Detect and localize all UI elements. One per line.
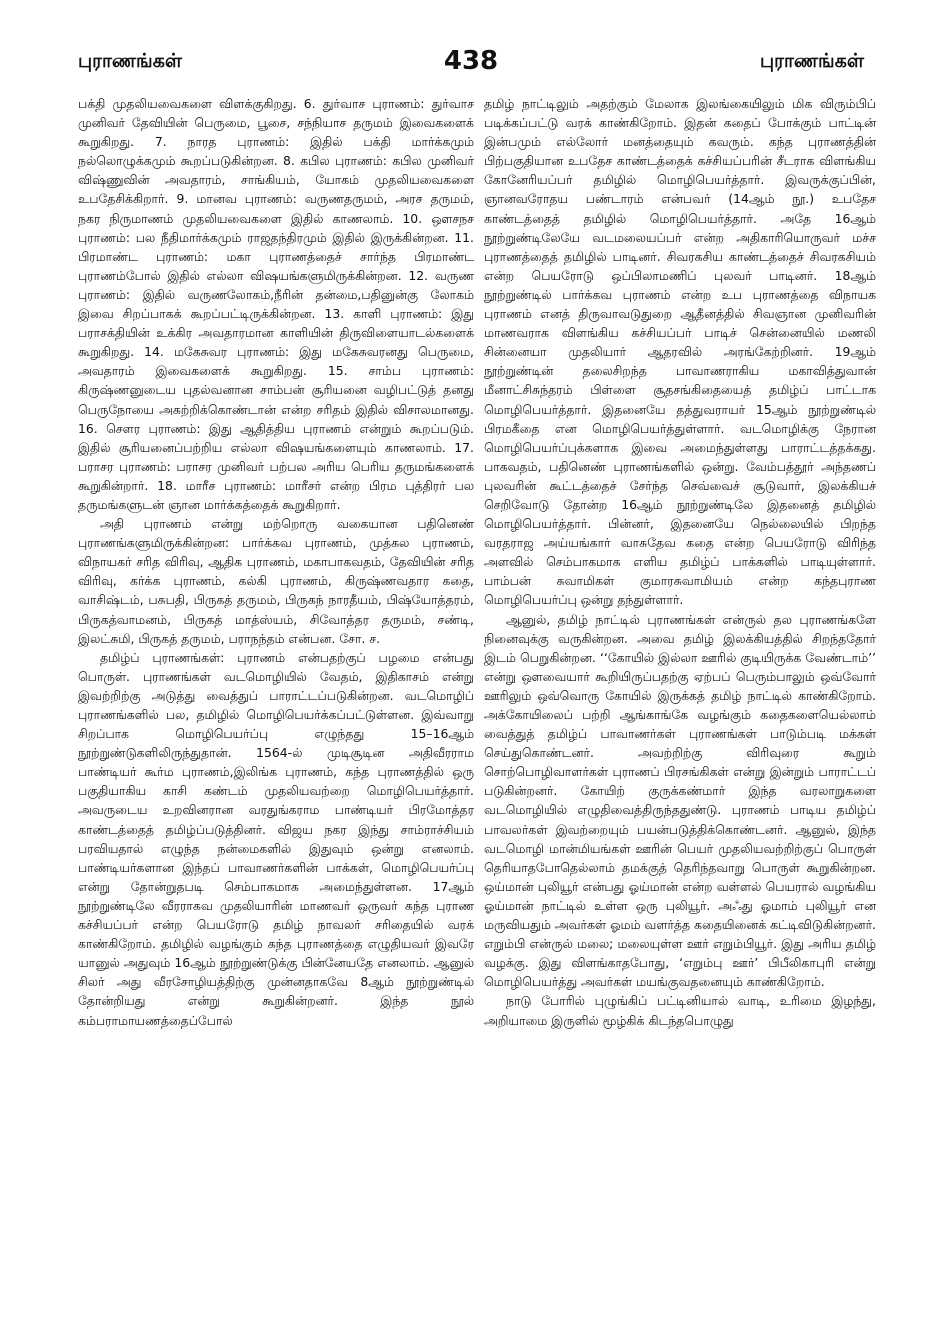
right-paragraph-2: ஆனுல், தமிழ் நாட்டில் புராணங்கள் என்ருல் தல புராணங்களே நினைவுக்கு வருகின்றன. அவை தமிழ் இலக்கியத்தில் சிறந்ததோர் இடம் பெறுகின்றன. ‘‘கோயில் இல்லா ஊரில் குடியிருக்க வேண்டாம்’’ என்று ஔவையார் கூறியிருப்பதற்கு ஏற்பப் பெரும்பாலும் ஒவ்வோர் ஊரிலும் ஒவ்வொரு கோயில் இருக்கத் தமிழ் நாட்டில் காண்கிறோம். அக்கோயிலைப் பற்றி ஆங்காங்கே வழங்கும் கதைகளையெல்லாம் வைத்துத் தமிழ்ப் பாவாணர்கள் புராணங்கள் பாடும்படி மக்கள் செய்துகொண்டனர். அவற்றிற்கு விரிவுரை கூறும் சொற்பொழிவாளர்கள் புராணப் பிரசங்கிகள் என்று இன்றும் பாராட்டப் படுகின்றனர். கோயிற் குருக்கண்மார் இந்த வரலாறுகளை வடமொழியில் எழுதிவைத்திருந்ததுண்டு. புராணம் பாடிய தமிழ்ப் பாவலர்கள் இவற்றையும் பயன்படுத்திக்கொண்டனர். ஆனுல், இந்த வடமொழி மான்மியங்கள் ஊரின் பெயர் முதலியவற்றிற்குப் பொருள் தெரியாதபோதெல்லாம் தமக்குத் தெரிந்தவாறு பொருள் கூறுகின்றன. ஒய்மான் புலியூர் என்பது ஓய்மான் என்ற வள்ளல் பெயரால் வழங்கிய ஓய்மான் நாட்டில் உள்ள ஒரு புலியூர். அஃது ஓமாம் புலியூர் என மருவியதும் அவர்கள் ஓமம் வளர்த்த கதையினைக் கட்டிவிடுகின்றனர். எறும்பி என்ருல் மலை; மலையுள்ள ஊர் எறும்பியூர். இது அரிய தமிழ் வழக்கு. இது விளங்காதபோது, ‘எறும்பு ஊர்’ பிபீலிகாபுரி என்று மொழிபெயர்த்து அவர்கள் மயங்குவதனையும் காண்கிறோம். (484, 611, 876, 990)
right-paragraph-1: தமிழ் நாட்டிலும் அதற்கும் மேலாக இலங்கையிலும் மிக விரும்பிப் படிக்கப்பட்டு வரக் காண்கிறோம். இதன் கதைப் போக்கும் பாட்டின் இன்பமும் எல்லோர் மனத்தையும் கவரும். கந்த புராணத்தின் பிற்பகுதியான உபதேச காண்டத்தைக் கச்சியப்பரின் சீடராக விளங்கிய கோனேரியப்பர் தமிழில் மொழிபெயர்த்தார். இவருக்குப்பின், ஞானவரோதய பண்டாரம் என்பவர் (14ஆம் நூ.) உபதேச காண்டத்தைத் தமிழில் மொழிபெயர்த்தார். அதே 16ஆம் நூற்றுண்டிலேயே வடமலையப்பர் என்ற அதிகாரியொருவர் மச்ச புராணத்தைத் தமிழில் பாடினர். சிவரகசிய காண்டத்தைச் சிவரகசியம் என்ற பெயரோடு ஒப்பிலாமணிப் புலவர் பாடினர். 18ஆம் நூற்றுண்டில் பார்க்கவ புராணம் என்ற உப புராணத்தை விநாயக புராணம் எனத் திருவாவடுதுறை ஆதீனத்தில் சிவஞான முனிவரின் மாணவராக விளங்கிய கச்சியப்பர் பாடிச் சென்னையில் மணலி சின்னையா முதலியார் ஆதரவில் அரங்கேற்றினர். 19ஆம் நூற்றுண்டின் தலைசிறந்த பாவாணராகிய மகாவித்துவான் மீனாட்சிசுந்தரம் பிள்ளை சூதசங்கிதையைத் தமிழ்ப் பாட்டாக மொழிபெயர்த்தார். இதனையே தத்துவராயர் 15ஆம் நூற்றுண்டில் பிரமகீதை என மொழிபெயர்த்துள்ளார். வடமொழிக்கு நேரான மொழிபெயர்ப்புக்களாக இவை அமைந்துள்ளது பாராட்டத்தக்கது. பாகவதம், பதினெண் புராணங்களில் ஒன்று. வேம்பத்தூர் அந்தணப் புலவரின் கூட்டத்தைச் சேர்ந்த செவ்வைச் சூடுவார், இலக்கியச் செறிவோடு தோன்ற 16ஆம் நூற்றுண்டிலே இதனைத் தமிழில் மொழிபெயர்த்தார். பின்னர், இதனையே நெல்லையில் பிறந்த வரதராஜ அய்யங்கார் வாசுதேவ கதை என்ற பெயரோடு விரிந்த அளவில் செம்பாகமாக எளிய தமிழ்ப் பாக்களில் பாடியுள்ளார். பாம்பன் சுவாமிகள் குமாரசுவாமியம் என்ற கந்தபுராண மொழிபெயர்ப்பு ஒன்று தந்துள்ளார். (484, 96, 876, 608)
left-paragraph-1: பக்தி முதலியவைகளை விளக்குகிறது. 6. துர்வாச புராணம்: துர்வாச முனிவர் தேவியின் பெருமை, பூசை, சந்நியாச தருமம் இவைகளைக் கூறுகிறது. 7. நாரத புராணம்: இதில் பக்தி மார்க்கமும் நல்லொழுக்கமும் கூறப்படுகின்றன. 8. கபில புராணம்: கபில முனிவர் விஷ்ணுவின் அவதாரம், சாங்கியம், யோகம் முதலியவைகளை உபதேசிக்கிறார். 9. மானவ புராணம்: வருணதருமம், அரச தருமம், நகர நிருமாணம் முதலியவைகளை இதில் காணலாம். 10. ஔசநச புராணம்: பல நீதிமார்க்கமும் ராஜதந்திரமும் இதில் இருக்கின்றன. 11. பிரமாண்ட புராணம்: மகா புராணத்தைச் சார்ந்த பிரமாண்ட புராணம்போல் இதில் எல்லா விஷயங்களுமிருக்கின்றன. 12. வருண புராணம்: இதில் வருணலோகம்,நீரின் தன்மை,பதினுன்கு லோகம் இவை சிறப்பாகக் கூறப்பட்டிருக்கின்றன. 13. காளி புராணம்: இது பராசக்தியின் உக்கிர அவதாரமான காளியின் திருவிளையாடல்களைக் கூறுகிறது. 14. மகேசுவர புராணம்: இது மகேசுவரனது பெருமை, அவதாரம் இவைகளைக் கூறுகிறது. 15. சாம்ப புராணம்: கிருஷ்ணனுடைய புதல்வனான சாம்பன் சூரியனை வழிபட்டுத் தனது பெருநோயை அகற்றிக்கொண்டான் என்ற சரிதம் இதில் விசாலமானது. 16. சௌர புராணம்: இது ஆதித்திய புராணம் என்றும் கூறப்படும். இதில் சூரியனைப்பற்றிய எல்லா விஷயங்களையும் காணலாம். 17. பராசர புராணம்: பராசர முனிவர் பற்பல அரிய பெரிய தருமங்களைக் கூறுகின்றார். 18. மாரீச புராணம்: மாரீசர் என்ற பிரம புத்திரர் பல தருமங்களுடன் ஞான மார்க்கத்தைக் கூறுகிறார். (78, 96, 474, 512)
running-head-left: புராணங்கள் (78, 50, 182, 72)
right-column (484, 94, 876, 1030)
page-header (78, 46, 864, 86)
right-paragraph-3: நாடு போரில் புழுங்கிப் பட்டினியால் வாடி, உரிமை இழந்து, அறியாமை இருளில் மூழ்கிக் கிடந்தபொழுது (484, 993, 876, 1028)
running-head-right: புராணங்கள் (760, 50, 864, 72)
left-paragraph-3: தமிழ்ப் புராணங்கள்: புராணம் என்பதற்குப் பழமை என்பது பொருள். புராணங்கள் வடமொழியில் வேதம், இதிகாசம் என்று இவற்றிற்கு அடுத்து வைத்துப் பாராட்டப்படுகின்றன. வடமொழிப் புராணங்களில் பல, தமிழில் மொழிபெயர்க்கப்பட்டுள்ளன. இவ்வாறு சிறப்பாக மொழிபெயர்ப்பு எழுந்தது 15–16ஆம் நூற்றுண்டுகளிலிருந்துதான். 1564-ல் முடிசூடின அதிவீரராம பாண்டியர் கூர்ம புராணம்,இலிங்க புராணம், கந்த புராணத்தில் ஒரு பகுதியாகிய காசி கண்டம் முதலியவற்றை மொழிபெயர்த்தார். அவருடைய உறவினரான வரதுங்கராம பாண்டியர் பிரமோத்தர காண்டத்தைத் தமிழ்ப்படுத்தினர். விஜய நகர இந்து சாம்ராச்சியம் பரவியதால் எழுந்த நன்மைகளில் இதுவும் ஒன்று எனலாம். பாண்டியர்களான இந்தப் பாவாணர்களின் பாக்கள், மொழிபெயர்ப்பு என்று தோன்றுதபடி செம்பாகமாக அமைந்துள்ளன. 17ஆம் நூற்றுண்டிலே வீரராகவ முதலியாரின் மாணவர் ஒருவர் கந்த புராண கச்சியப்பர் என்ற பெயரோடு தமிழ் நாவலர் சரிதையில் வரக் காண்கிறோம். தமிழில் வழங்கும் கந்த புராணத்தை எழுதியவர் இவரே யானுல் அதுவும் 16ஆம் நூற்றுண்டுக்கு பின்னேயதே எனலாம். ஆனுல் சிலர் அது வீரசோழியத்திற்கு முன்னதாகவே 8ஆம் நூற்றுண்டில் தோன்றியது என்று கூறுகின்றனர். இந்த நூல் கம்பராமாயணத்தைப்போல் (78, 649, 474, 1028)
left-paragraph-2: அதி புராணம் என்று மற்றொரு வகையான பதினெண் புராணங்களுமிருக்கின்றன: பார்க்கவ புராணம், முத்கல புராணம், விநாயகர் சரித விரிவு, ஆதிக புராணம், மகாபாகவதம், தேவியின் சரித விரிவு, கர்க்க புராணம், கல்கி புராணம், கிருஷ்ணவதார கதை, வாசிஷ்டம், பசுபதி, பிருகத் தருமம், பிருகந் நாரதீயம், பிஷ்யோத்தரம், பிருகத்வாமனம், பிருகத் மாத்ஸ்யம், சிவோத்தர தருமம், சண்டி, இலட்சுமி, பிருகத் தருமம், பராநந்தம் என்பன. சோ. ச. (78, 516, 474, 646)
left-column (78, 94, 474, 1030)
page-number: 438 (443, 46, 499, 76)
